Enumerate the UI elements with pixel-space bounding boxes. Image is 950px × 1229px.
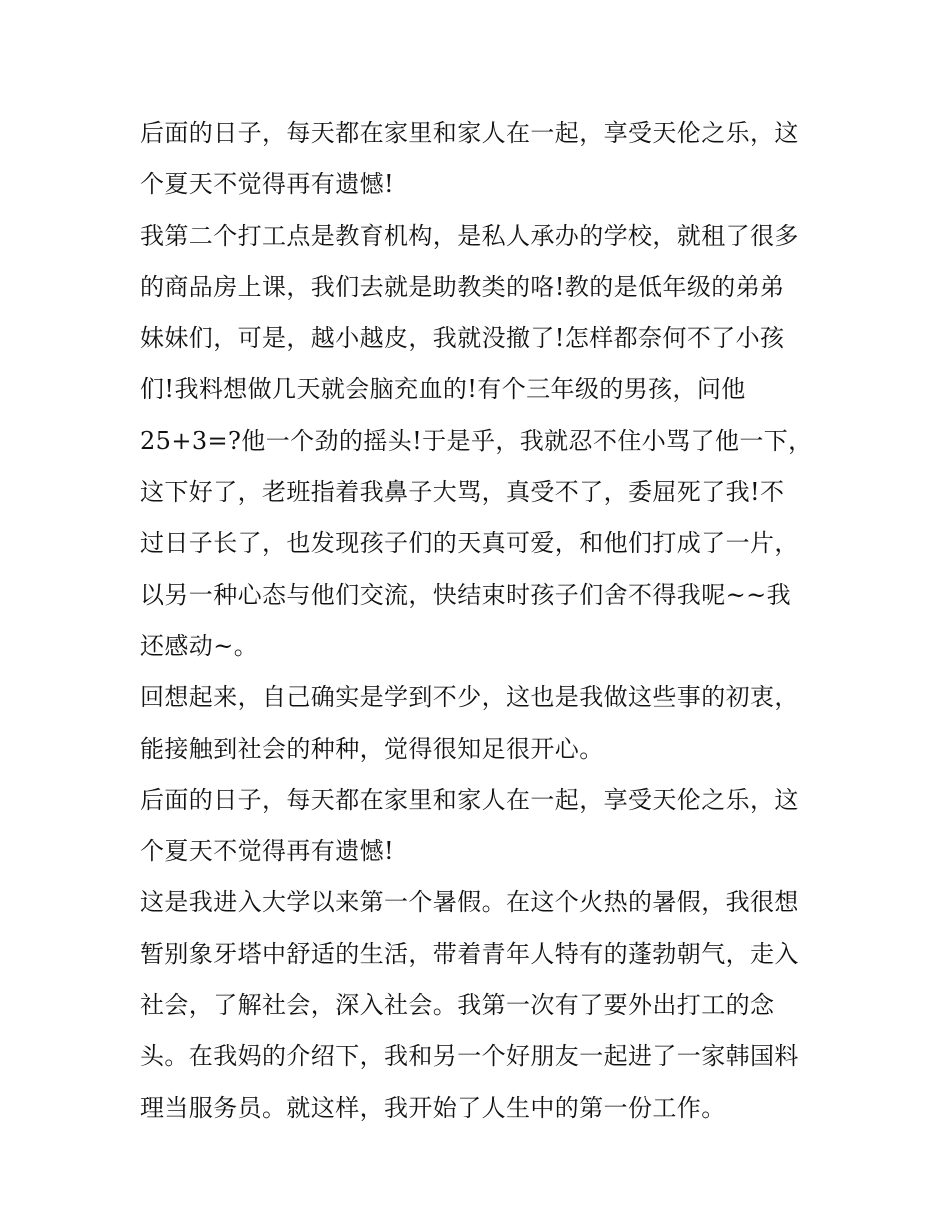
document-body xyxy=(140,108,820,1134)
text-line: 后面的日子，每天都在家里和家人在一起，享受天伦之乐，这 xyxy=(140,119,799,147)
text-line: 以另一种心态与他们交流，快结束时孩子们舍不得我呢~~我 xyxy=(140,580,792,609)
text-line: 能接触到社会的种种，觉得很知足很开心。 xyxy=(140,734,604,763)
text-line: 这下好了，老班指着我鼻子大骂，真受不了，委屈死了我!不 xyxy=(140,478,785,507)
text-line: 我第二个打工点是教育机构，是私人承办的学校，就租了很多 xyxy=(140,221,799,250)
text-line: 们!我料想做几天就会脑充血的!有个三年级的男孩，问他 xyxy=(140,375,746,404)
text-line: 还感动~。 xyxy=(140,631,259,660)
text-line: 头。在我妈的介绍下，我和另一个好朋友一起进了一家韩国料 xyxy=(140,1042,799,1071)
text-line: 理当服务员。就这样，我开始了人生中的第一份工作。 xyxy=(140,1093,726,1122)
text-line: 后面的日子，每天都在家里和家人在一起，享受天伦之乐，这 xyxy=(140,785,799,814)
text-line: 的商品房上课，我们去就是助教类的咯!教的是低年级的弟弟 xyxy=(140,272,785,301)
text-line: 25+3=?他一个劲的摇头!于是乎，我就忍不住小骂了他一下， xyxy=(140,426,813,455)
text-line: 这是我进入大学以来第一个暑假。在这个火热的暑假，我很想 xyxy=(140,888,799,917)
text-line: 个夏天不觉得再有遗憾! xyxy=(140,837,395,866)
text-line: 个夏天不觉得再有遗憾! xyxy=(140,170,395,199)
text-line: 过日子长了，也发现孩子们的天真可爱，和他们打成了一片， xyxy=(140,529,799,558)
text-line: 妹妹们，可是，越小越皮，我就没撤了!怎样都奈何不了小孩 xyxy=(140,324,785,353)
text-line: 社会，了解社会，深入社会。我第一次有了要外出打工的念 xyxy=(140,991,775,1020)
text-line: 回想起来，自己确实是学到不少，这也是我做这些事的初衷， xyxy=(140,683,799,712)
text-line: 暂别象牙塔中舒适的生活，带着青年人特有的蓬勃朝气，走入 xyxy=(140,939,799,968)
